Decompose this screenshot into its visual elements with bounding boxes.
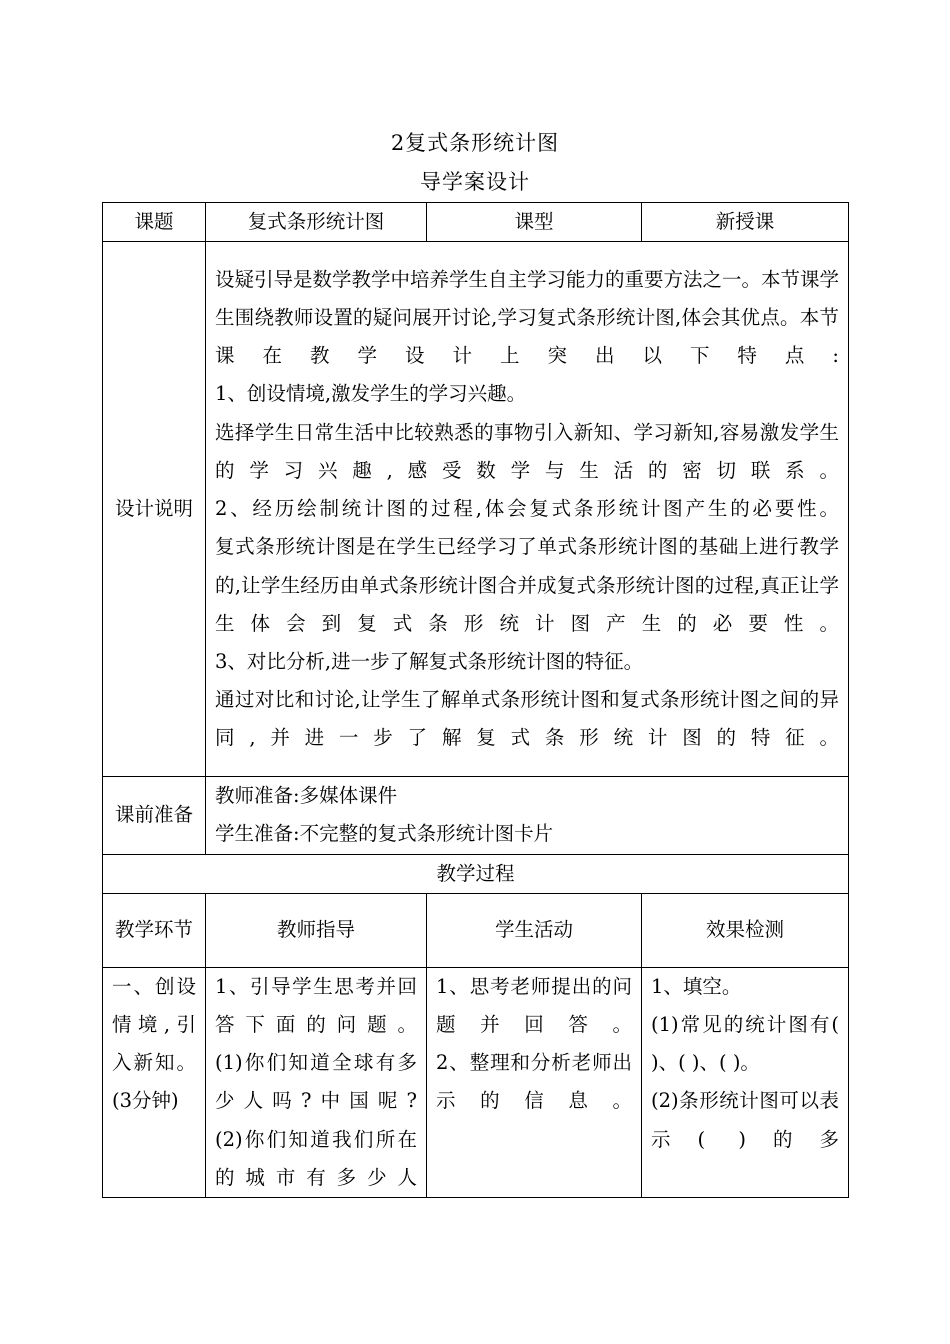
teacher-prep: 教师准备:多媒体课件	[215, 784, 398, 808]
prep-label: 课前准备	[103, 777, 206, 854]
stage-cell	[103, 967, 206, 1197]
design-paragraph: 2、经历绘制统计图的过程,体会复式条形统计图产生的必要性。	[215, 497, 839, 521]
column-check: 效果检测	[642, 893, 849, 967]
stage-row	[103, 967, 849, 1197]
lesson-plan-table	[102, 202, 849, 1198]
process-title-row	[103, 854, 849, 893]
design-paragraph: 通过对比和讨论,让学生了解单式条形统计图和复式条形统计图之间的异同,并进一步了解复式条形统计图的特征。	[215, 688, 839, 750]
teacher-cell	[206, 967, 427, 1197]
teacher-line: (1)你们知道全球有多少人吗?中国呢?	[215, 1051, 417, 1113]
design-paragraph: 设疑引导是数学教学中培养学生自主学习能力的重要方法之一。本节课学生围绕教师设置的疑问展开讨论,学习复式条形统计图,体会其优点。本节课在教学设计上突出以下特点:	[215, 267, 840, 368]
design-paragraph: 复式条形统计图是在学生已经学习了单式条形统计图的基础上进行教学的,让学生经历由单式条形统计图合并成复式条形统计图的过程,真正让学生体会到复式条形统计图产生的必要性。	[215, 535, 839, 635]
teacher-line: 1、引导学生思考并回答下面的问题。	[215, 974, 417, 1037]
prep-row	[103, 777, 849, 854]
document-subtitle: 导学案设计	[420, 170, 530, 194]
process-title: 教学过程	[103, 854, 849, 893]
column-stage: 教学环节	[103, 893, 206, 967]
design-row	[103, 242, 849, 777]
check-line: (2)条形统计图可以表示( )的多	[651, 1089, 839, 1151]
topic-value: 复式条形统计图	[206, 203, 427, 242]
design-paragraph: 选择学生日常生活中比较熟悉的事物引入新知、学习新知,容易激发学生的学习兴趣,感受数学与生活的密切联系。	[215, 420, 839, 482]
student-cell	[427, 967, 642, 1197]
type-value: 新授课	[642, 203, 849, 242]
stage-text: 一、创设情境,引入新知。(3分钟)	[112, 974, 196, 1113]
prep-content	[206, 777, 849, 854]
process-header-row	[103, 893, 849, 967]
student-prep: 学生准备:不完整的复式条形统计图卡片	[215, 822, 554, 846]
design-content	[206, 242, 849, 777]
header-row	[103, 203, 849, 242]
check-line: 1、填空。	[651, 974, 742, 998]
column-teacher: 教师指导	[206, 893, 427, 967]
teacher-line: (2)你们知道我们所在的城市有多少人	[215, 1127, 417, 1189]
type-label: 课型	[427, 203, 642, 242]
topic-label: 课题	[103, 203, 206, 242]
document-title: 2复式条形统计图	[390, 131, 560, 155]
student-line: 2、整理和分析老师出示的信息。	[436, 1051, 632, 1113]
check-line: (1)常见的统计图有( )、( )、( )。	[651, 1013, 839, 1075]
design-paragraph: 1、创设情境,激发学生的学习兴趣。	[215, 382, 527, 406]
design-paragraph: 3、对比分析,进一步了解复式条形统计图的特征。	[215, 649, 644, 673]
check-cell	[642, 967, 849, 1197]
design-label: 设计说明	[103, 242, 206, 777]
student-line: 1、思考老师提出的问题并回答。	[436, 974, 632, 1037]
column-student: 学生活动	[427, 893, 642, 967]
